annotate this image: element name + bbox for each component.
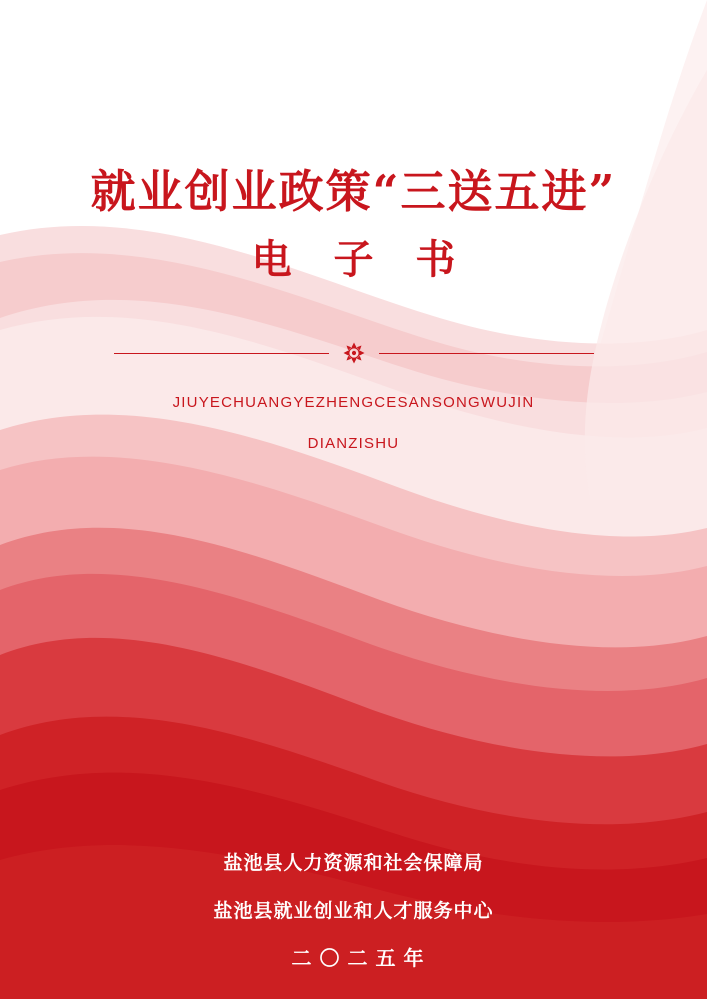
flower-ornament-icon: [341, 340, 367, 366]
cover-title: [0, 158, 707, 294]
publisher-line-2: 盐池县就业创业和人才服务中心: [213, 901, 494, 922]
publisher-line-1: 盐池县人力资源和社会保障局: [223, 853, 484, 874]
divider-rule-right: [379, 353, 594, 354]
title-line-1: 就业创业政策“三送五进”: [90, 165, 617, 218]
pinyin-line-2: DIANZISHU: [307, 435, 400, 452]
title-line-2: 电 子 书: [251, 236, 470, 283]
divider-rule-left: [114, 353, 329, 354]
title-divider: [0, 340, 707, 366]
publication-year: 二〇二五年: [291, 948, 432, 970]
pinyin-line-1: JIUYECHUANGYEZHENGCESANSONGWUJIN: [172, 394, 535, 411]
